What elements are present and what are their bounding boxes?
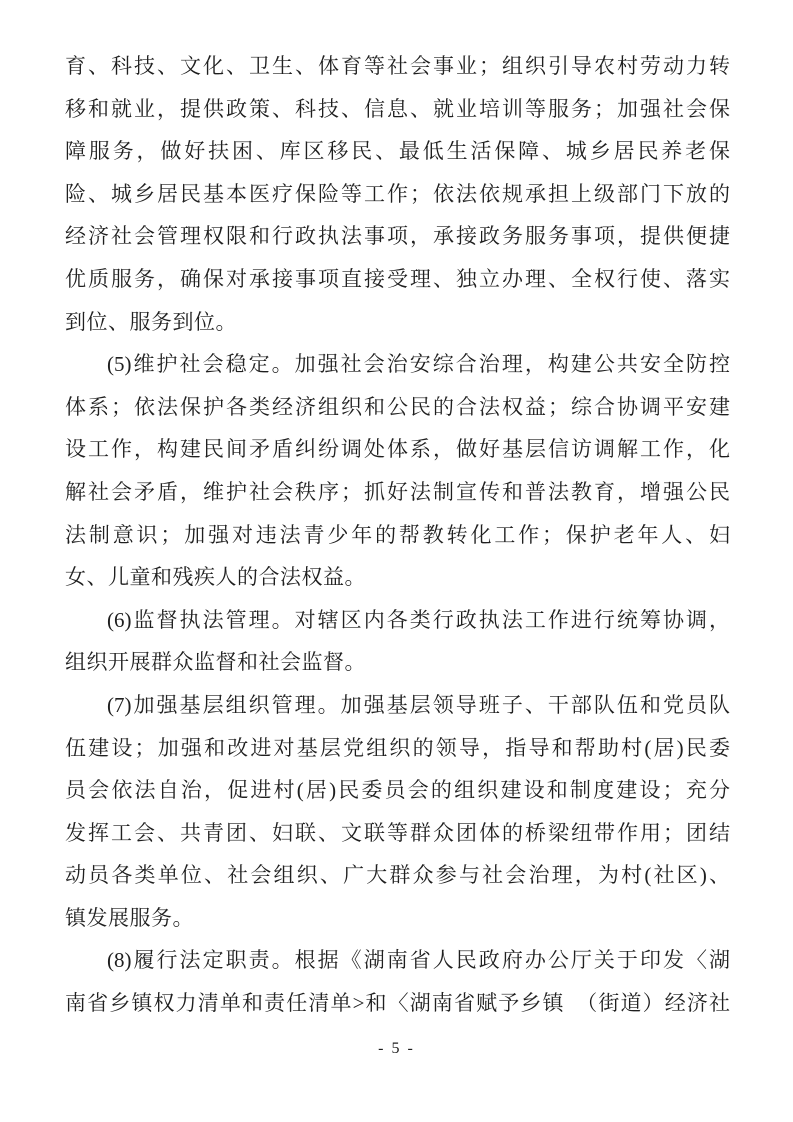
text-line: 伍建设；加强和改进对基层党组织的领导，指导和帮助村(居)民委 (65, 735, 730, 760)
text-line: (8)履行法定职责。根据《湖南省人民政府办公厅关于印发〈湖 (107, 948, 730, 973)
text-line: 体系；依法保护各类经济组织和公民的合法权益；综合协调平安建 (65, 394, 730, 419)
text-line: 员会依法自治，促进村(居)民委员会的组织建设和制度建设；充分 (65, 778, 730, 803)
text-line: 设工作，构建民间矛盾纠纷调处体系，做好基层信访调解工作，化 (65, 437, 730, 462)
text-line: 解社会矛盾，维护社会秩序；抓好法制宣传和普法教育，增强公民 (65, 479, 730, 504)
page-number: - 5 - (378, 1040, 415, 1057)
text-line: 南省乡镇权力清单和责任清单>和〈湖南省赋予乡镇 （街道）经济社 (65, 991, 730, 1016)
text-line: 经济社会管理权限和行政执法事项，承接政务服务事项，提供便捷 (65, 224, 730, 249)
text-line: 法制意识；加强对违法青少年的帮教转化工作；保护老年人、妇 (65, 522, 730, 547)
text-line: 障服务，做好扶困、库区移民、最低生活保障、城乡居民养老保 (65, 139, 730, 164)
text-line: 育、科技、文化、卫生、体育等社会事业；组织引导农村劳动力转 (65, 54, 730, 78)
text-line: 女、儿童和残疾人的合法权益。 (65, 565, 366, 590)
text-line: (6)监督执法管理。对辖区内各类行政执法工作进行统筹协调， (107, 607, 730, 632)
text-line: 组织开展群众监督和社会监督。 (65, 650, 366, 675)
text-line: 移和就业，提供政策、科技、信息、就业培训等服务；加强社会保 (65, 96, 730, 121)
text-line: 发挥工会、共青团、妇联、文联等群众团体的桥梁纽带作用；团结 (65, 820, 730, 845)
text-line: (7)加强基层组织管理。加强基层领导班子、干部队伍和党员队 (107, 692, 730, 717)
text-line: 到位、服务到位。 (65, 309, 237, 334)
text-line: (5)维护社会稳定。加强社会治安综合治理，构建公共安全防控 (107, 352, 730, 377)
text-line: 镇发展服务。 (65, 905, 194, 930)
text-line: 动员各类单位、社会组织、广大群众参与社会治理，为村(社区)、 (65, 863, 730, 888)
text-line: 险、城乡居民基本医疗保险等工作；依法依规承担上级部门下放的 (65, 181, 730, 206)
document-body (65, 45, 730, 1025)
text-line: 优质服务，确保对承接事项直接受理、独立办理、全权行使、落实 (65, 266, 730, 291)
